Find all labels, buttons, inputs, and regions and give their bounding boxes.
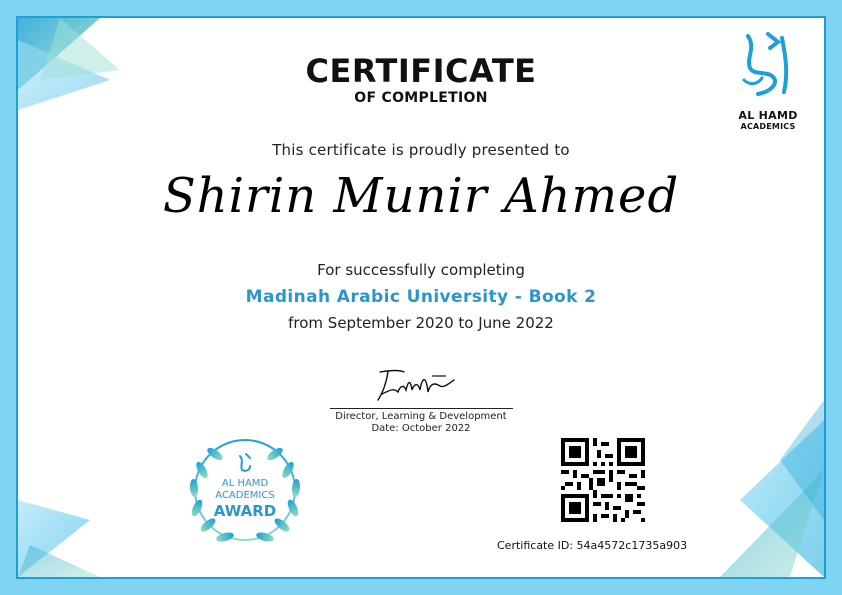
certificate-subtitle: OF COMPLETION: [354, 90, 488, 106]
certificate-id: Certificate ID: 54a4572c1735a903: [497, 539, 688, 552]
qr-code: [561, 438, 645, 522]
signer-block: [0, 411, 842, 435]
certificate-title: CERTIFICATE: [305, 52, 537, 90]
signature-line: [330, 408, 513, 409]
course-period: from September 2020 to June 2022: [288, 314, 554, 332]
completing-text: For successfully completing: [317, 261, 525, 279]
award-line-3: AWARD: [213, 502, 277, 520]
course-name: Madinah Arabic University - Book 2: [245, 287, 597, 307]
recipient-name: Shirin Munir Ahmed: [162, 168, 680, 224]
presented-text: This certificate is proudly presented to: [272, 141, 570, 159]
signature-image: [370, 364, 470, 406]
logo-line-2: ACADEMICS: [740, 122, 796, 131]
award-badge: [180, 430, 310, 555]
award-line-1: AL HAMD: [221, 478, 269, 489]
signer-title: Director, Learning & Development: [335, 411, 507, 422]
logo-line-1: AL HAMD: [738, 109, 798, 122]
issue-date: Date: October 2022: [371, 423, 471, 434]
award-line-2: ACADEMICS: [215, 490, 275, 501]
